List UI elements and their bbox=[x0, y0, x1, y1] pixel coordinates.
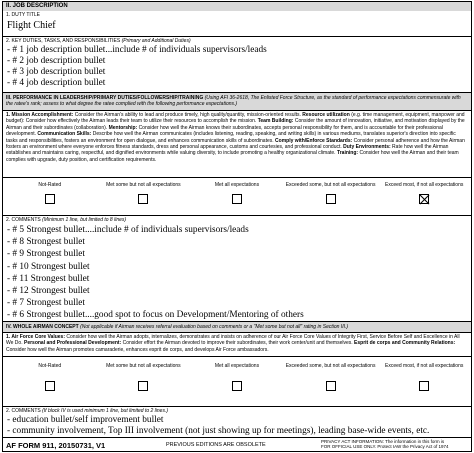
section-3-comments-label: 2. COMMENTS (Minimum 1 line, but limited to 8 lines) bbox=[6, 217, 127, 223]
comment-bullet: - # 11 Strongest bullet bbox=[7, 273, 90, 284]
rating-label: Exceed most, if not all expectations bbox=[384, 363, 464, 369]
key-duties-field[interactable] bbox=[3, 45, 471, 89]
rating-label: Exceeded some, but not all expectations bbox=[285, 363, 376, 369]
duty-title-label: 1. DUTY TITLE bbox=[6, 12, 40, 18]
section-4-ratings bbox=[3, 357, 471, 407]
key-duty-bullet: - # 1 job description bullet...include # of individuals supervisors/leads bbox=[7, 45, 267, 55]
mission-accomplishment-block bbox=[3, 111, 471, 178]
form-id: AF FORM 911, 20150731, V1 bbox=[6, 441, 106, 450]
section-4-comments-block bbox=[3, 407, 471, 438]
section-3-comments-block bbox=[3, 216, 471, 322]
rating-option bbox=[3, 178, 97, 215]
rating-label: Met some but not all expectations bbox=[106, 363, 181, 369]
comment-bullet: - # 8 Strongest bullet bbox=[7, 237, 85, 248]
rating-label: Exceeded some, but not all expectations bbox=[285, 182, 376, 188]
rating-checkbox[interactable] bbox=[232, 194, 242, 204]
section-4-comments-field[interactable] bbox=[3, 415, 471, 436]
rating-option bbox=[190, 178, 284, 215]
mission-accomplishment-text: 1. Mission Accomplishment: Consider the Airman's ability to lead and produce timely, high quality/quantity, mission-oriented results. Resource utilization (e.g. time management, equipment, manpower and budget): Consider how effectively the Airman leads their team to utilize their resources to accomplish the mission. Team Building: Consider the amount of innovation, initiative, and motivation displayed by the Airman and their subordinates (collaboration). Mentorship: Consider how well the Airman knows their subordinates, accepts personal responsibility for them, and is accountable for their professional development. Communication Skills: Describe how well the Airman communicates (includes listening, reading, speaking, and writing skills) in various mediums, translates superior's direction into specific tasks and responsibilities, fosters an environment for open dialogue, and enhances communication skills of subordinates. Comply with/Enforce Standards: Consider personal adherence and how the Airman fosters an environment where everyone enforces fitness standards, dress and personal appearance, customs and courtesies, and professional conduct. Duty Environments: Rate how well the Airman establishes and maintains caring, respectful, and dignified environments while valuing diversity, to include promoting a healthy organizational climate. Training: Consider how well the Airman and their team complies with upgrade, duty position, and certification requirements. bbox=[6, 112, 465, 163]
key-duties-block bbox=[3, 37, 471, 93]
rating-checkbox[interactable] bbox=[45, 381, 55, 391]
form-footer bbox=[3, 438, 471, 452]
rating-option bbox=[190, 357, 284, 406]
rating-option bbox=[97, 357, 191, 406]
core-values-block bbox=[3, 333, 471, 357]
rating-label: Not-Rated bbox=[38, 363, 62, 369]
rating-checkbox[interactable] bbox=[419, 381, 429, 391]
rating-label: Met all expectations bbox=[214, 182, 260, 188]
rating-label: Not-Rated bbox=[38, 182, 62, 188]
section-2-header bbox=[3, 2, 471, 11]
rating-checkbox[interactable] bbox=[138, 194, 148, 204]
section-3-ratings bbox=[3, 178, 471, 216]
previous-editions-notice: PREVIOUS EDITIONS ARE OBSOLETE bbox=[166, 442, 266, 448]
rating-checkbox[interactable] bbox=[326, 194, 336, 204]
key-duties-label: 2. KEY DUTIES, TASKS, AND RESPONSIBILITIES (Primary and Additional Duties) bbox=[6, 38, 191, 44]
privacy-line: PRIVACY ACT INFORMATION: The information in this form is bbox=[321, 439, 445, 444]
privacy-line: FOR OFFICIAL USE ONLY. Protect IAW the Privacy Act of 1974 bbox=[321, 444, 449, 449]
rating-checkbox[interactable] bbox=[138, 381, 148, 391]
section-3-heading: III. PERFORMANCE IN LEADERSHIP/PRIMARY DUTIES/FOLLOWERSHIP/TRAINING (Using AFI 36-2618, The Enlisted Force Structure, as the standard of performance expectations commensurate with the ratee's rank; assess to what degree the ratee complied with the following performance expectations.) bbox=[6, 95, 461, 108]
rating-option bbox=[377, 178, 471, 215]
comment-bullet: - # 9 Strongest bullet bbox=[7, 249, 85, 260]
comment-bullet: - education bullet/self improvement bullet bbox=[7, 415, 164, 425]
section-3-header bbox=[3, 93, 471, 111]
section-2-heading: II. JOB DESCRIPTION bbox=[3, 2, 471, 11]
rating-option bbox=[97, 178, 191, 215]
comment-bullet: - # 10 Strongest bullet bbox=[7, 261, 90, 272]
comment-bullet: - # 12 Strongest bullet bbox=[7, 286, 90, 297]
section-4-heading: IV. WHOLE AIRMAN CONCEPT (Not applicable if Airman receives referral evaluation based on comments or a "Met some but not all" rating in Section III.) bbox=[6, 324, 349, 330]
rating-checkbox[interactable] bbox=[232, 381, 242, 391]
rating-label: Exceed most, if not all expectations bbox=[384, 182, 464, 188]
comment-bullet: - # 5 Strongest bullet....include # of individuals supervisors/leads bbox=[7, 225, 249, 235]
section-4-comments-label: 2. COMMENTS (If block IV is used minimum 1 line, but limited to 2 lines.) bbox=[6, 408, 169, 414]
rating-label: Met some but not all expectations bbox=[106, 182, 181, 188]
privacy-act-notice bbox=[321, 439, 471, 449]
comment-bullet: - # 6 Strongest bullet....good spot to focus on Development/Mentoring of others bbox=[7, 310, 304, 321]
rating-option bbox=[3, 357, 97, 406]
rating-option bbox=[284, 357, 378, 406]
rating-checkbox[interactable] bbox=[45, 194, 55, 204]
rating-checkbox-checked[interactable] bbox=[419, 194, 429, 204]
comment-bullet: - community involvement, Top III involvement (not just showing up for meetings), leading base-wide events, etc. bbox=[7, 425, 430, 436]
duty-title-block bbox=[3, 11, 471, 37]
key-duty-bullet: - # 2 job description bullet bbox=[7, 56, 106, 66]
rating-checkbox[interactable] bbox=[326, 381, 336, 391]
section-3-comments-field[interactable] bbox=[3, 224, 471, 322]
comment-bullet: - # 7 Strongest bullet bbox=[7, 298, 85, 309]
evaluation-form bbox=[2, 1, 472, 452]
rating-option bbox=[284, 178, 378, 215]
key-duty-bullet: - # 4 job description bullet bbox=[7, 78, 106, 88]
key-duty-bullet: - # 3 job description bullet bbox=[7, 67, 106, 77]
duty-title-field[interactable]: Flight Chief bbox=[7, 20, 56, 31]
section-4-header bbox=[3, 322, 471, 333]
rating-label: Met all expectations bbox=[214, 363, 260, 369]
core-values-text: 1. Air Force Core Values: Consider how well the Airman adopts, internalizes, demonstrates and insists on adherence of our Air Force Core Values of Integrity First, Service Before Self and Excellence in All We Do. Personal and Professional Development: Consider effort the Airman devoted to improve their subordinates, their work center/unit and themselves. Esprit de corps and Community Relations: Consider how well the Airman promotes camaraderie, enhances esprit de corps, and develops Air Force ambassadors. bbox=[6, 334, 460, 353]
rating-option bbox=[377, 357, 471, 406]
